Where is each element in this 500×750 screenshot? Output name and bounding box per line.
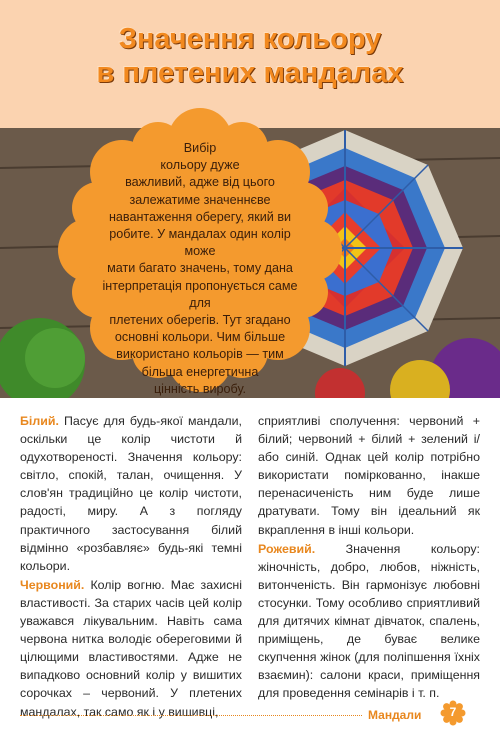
left-column (20, 412, 242, 722)
intro-line: залежатиме значеннєве (129, 192, 271, 207)
intro-line: мати багато значень, тому дана (107, 261, 293, 276)
right-column (258, 412, 480, 704)
intro-line: Вибір (183, 141, 217, 155)
intro-text (95, 140, 305, 398)
intro-line: інтерпретація пропонується саме для (102, 278, 298, 310)
intro-line: плетених оберегів. Тут згадано (109, 313, 291, 328)
paragraph-red (20, 576, 242, 721)
page-number: 7 (449, 705, 457, 719)
footer-section-label: Мандали (368, 708, 422, 722)
intro-line: використано кольорів — тим (116, 347, 284, 362)
intro-line: основні кольори. Чим більше (114, 330, 286, 345)
intro-line: кольору дуже (160, 158, 240, 173)
title-line-1: Значення кольору (118, 23, 382, 55)
intro-line: навантаження оберегу, який ви (108, 209, 292, 224)
intro-line: важливий, адже від цього (125, 175, 275, 190)
term-red: Червоний. (20, 577, 85, 592)
term-white: Білий. (20, 414, 59, 428)
intro-line: цінність виробу. (153, 381, 247, 396)
text-pink: Значення кольору: жіночність, добро, любов, ніжність, витонченість. Він гармонізує любовні стосунки. Тому особливо сприятливий для дитячих кімнат дівчаток, спалень, приміщень, де буває велике скупчення жінок (для поліпшення їхніх взаємин): салони краси, приміщення для проведення семінарів і т. п. (258, 541, 480, 701)
intro-line: більша енергетична (141, 364, 259, 379)
text-white: Пасує для будь-якої мандали, оскільки це колір чистоти й одухотвореності. Значення кольору: світло, спокій, талан, очищення. У слов'ян традиційно це колір чистоти, радості, миру. А з погляду практичного застосування білий відмінно «розбавляє» будь-які темні кольори. (20, 414, 242, 573)
paragraph-red-continued: сприятливі сполучення: червоний + білий; червоний + білий + зелений і/або синій. Однак цей колір потрібно використати поміркованно, інакше перенасиченість ним буде лише дратувати. Тому він ідеальний як вкраплення в інші кольори. (258, 414, 480, 537)
page-title (0, 22, 500, 90)
term-pink: Рожевий. (258, 541, 316, 556)
paragraph-pink (258, 540, 480, 703)
intro-line: робите. У мандалах один колір може (109, 227, 291, 259)
title-line-2: в плетених мандалах (96, 57, 404, 89)
paragraph-white (20, 412, 242, 575)
text-red: Колір вогню. Має захисні властивості. За старих часів цей колір уважався лікувальним. Навіть сама червона нитка володіє обереговими й цілющими властивостями. Адже не випадково основний колір у вишитих сорочках – червоний. У плетених мандалах, так само як і у вишивці, (20, 577, 242, 719)
footer-divider (20, 715, 362, 717)
